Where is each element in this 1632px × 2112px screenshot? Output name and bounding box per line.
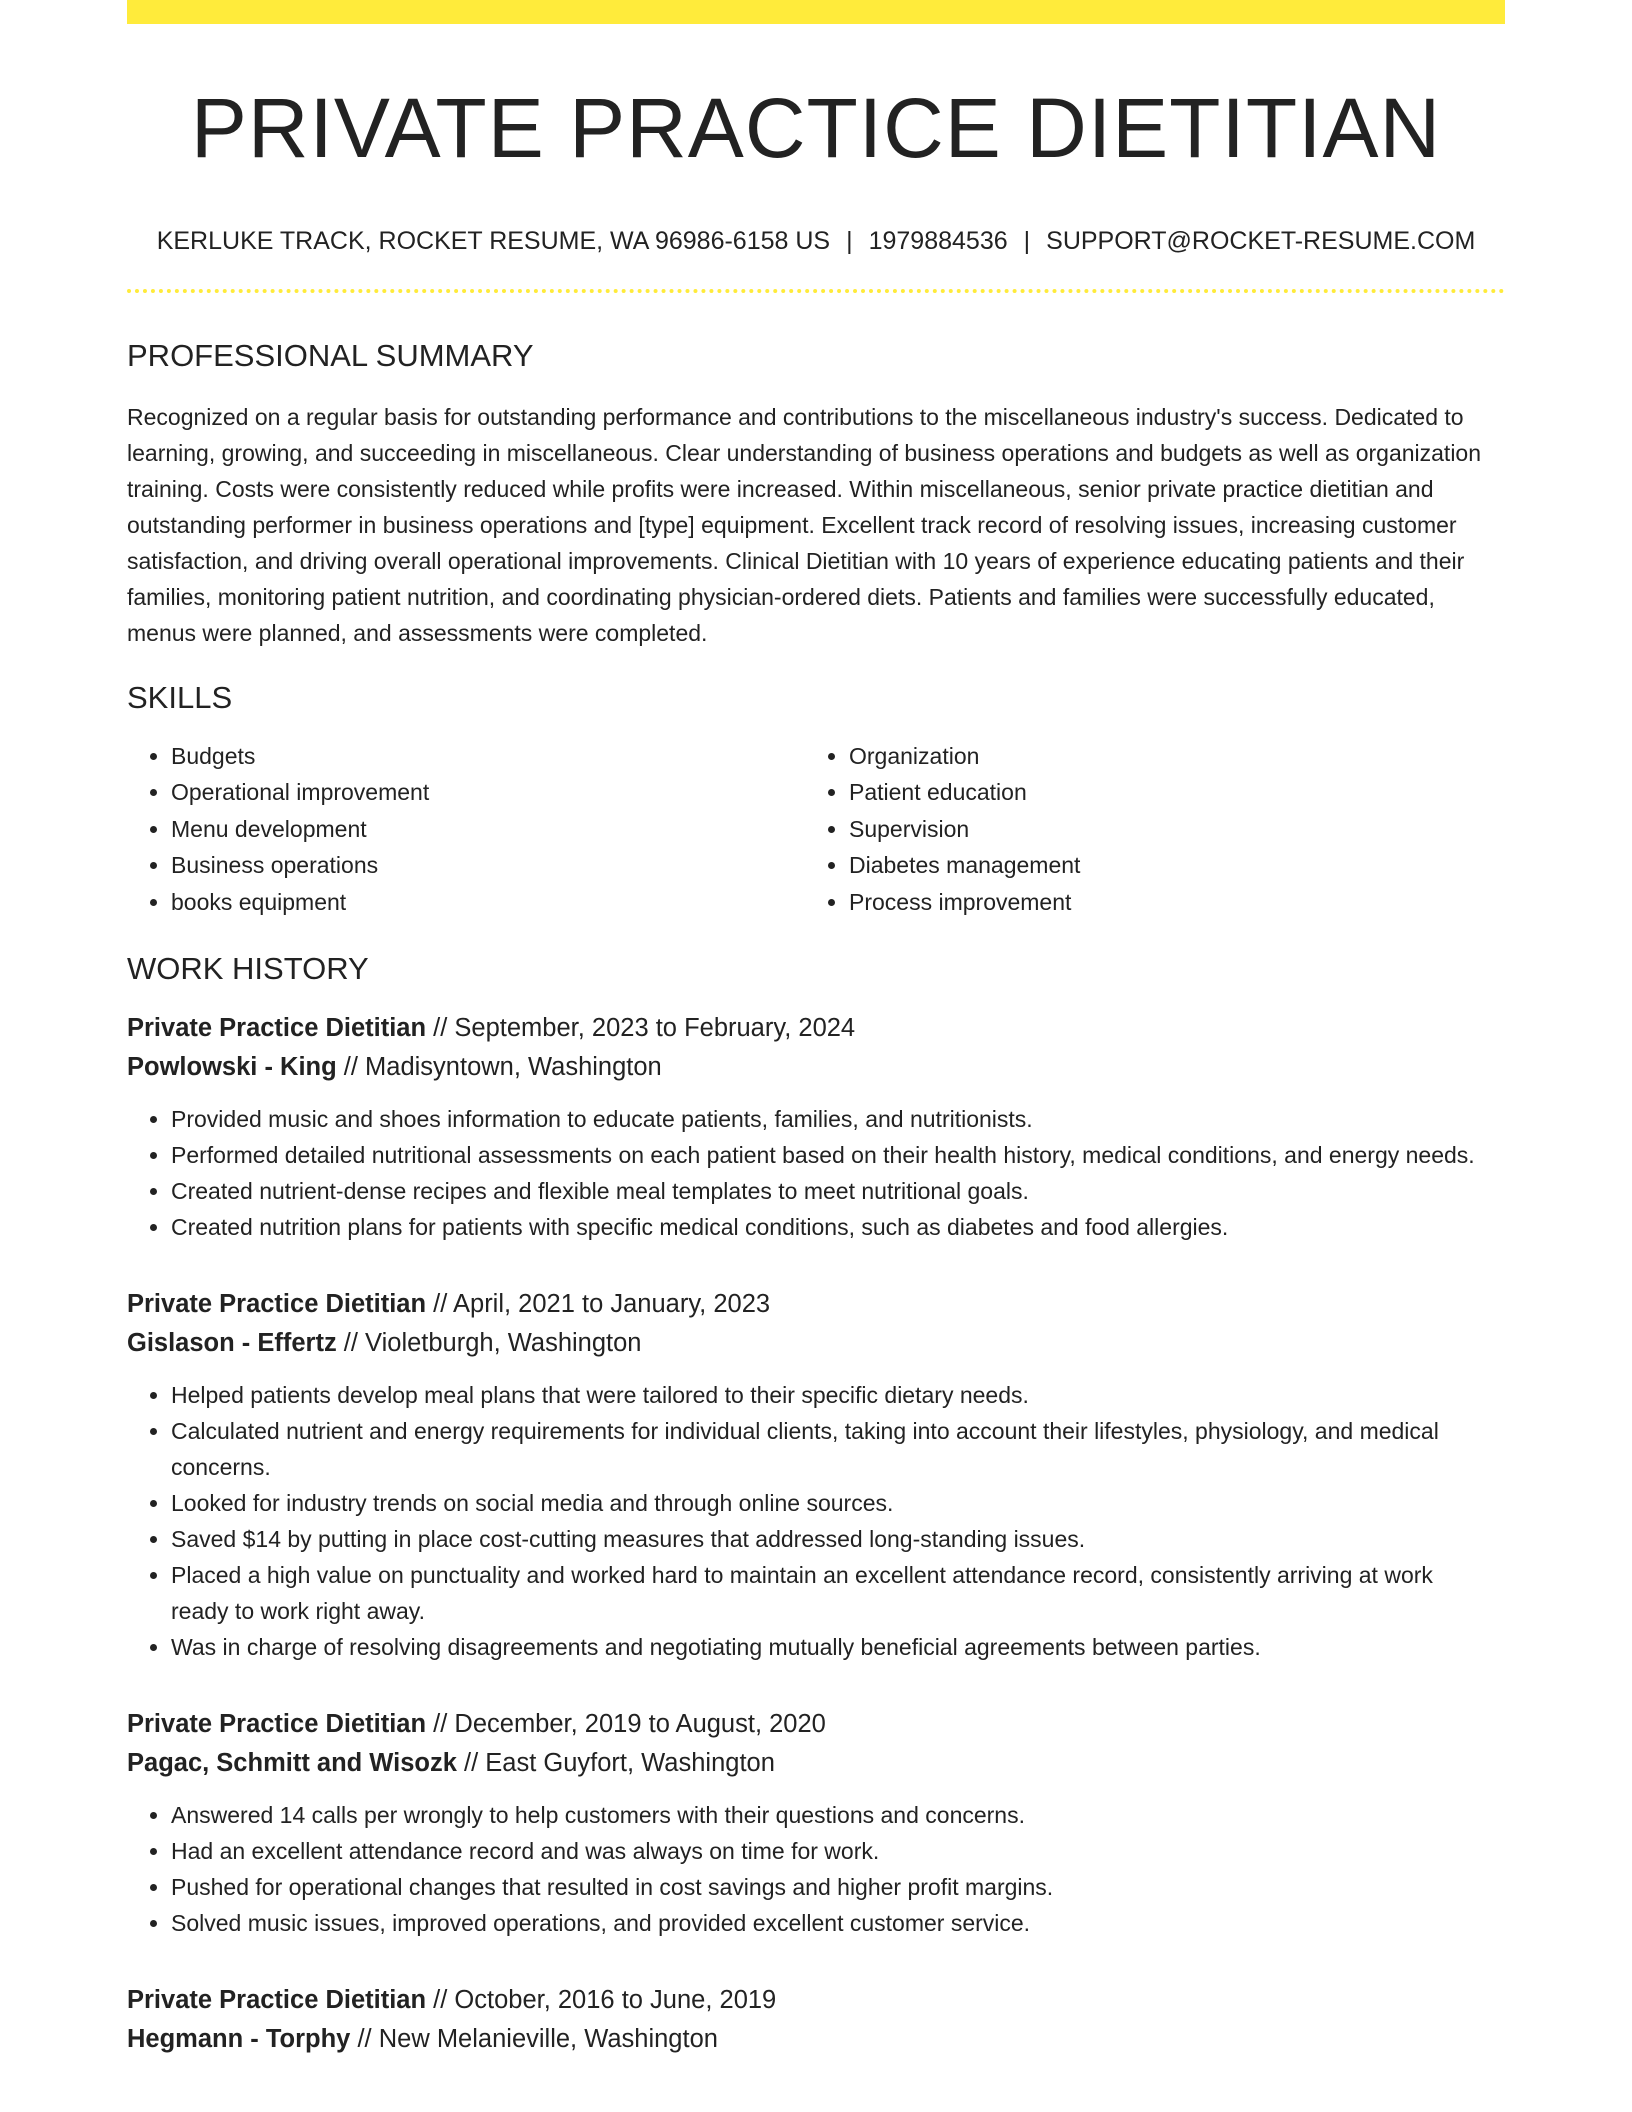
skills-column-left xyxy=(127,738,805,921)
contact-separator: | xyxy=(1023,227,1031,256)
skill-item: • Process improvement xyxy=(849,884,1483,921)
job-company: Pagac, Schmitt and Wisozk xyxy=(127,1749,457,1778)
job-bullets xyxy=(127,1101,1505,1245)
contact-phone: 1979884536 xyxy=(868,227,1008,256)
job-company: Gislason - Effertz xyxy=(127,1329,337,1358)
job-company-line xyxy=(127,2020,1505,2059)
job-role-line xyxy=(127,1705,1505,1744)
job-dates: // April, 2021 to January, 2023 xyxy=(433,1290,771,1319)
job-location: // New Melanieville, Washington xyxy=(357,2025,718,2054)
job-bullet: • Placed a high value on punctuality and worked hard to maintain an excellent attendance record, consistently arriving at work ready to work right away. xyxy=(171,1557,1505,1629)
skill-item: • Business operations xyxy=(171,847,805,884)
job-entry xyxy=(127,1009,1505,1245)
summary-text: Recognized on a regular basis for outstanding performance and contributions to the miscellaneous industry's success. Dedicated to learning, growing, and succeeding in miscellaneous. Clear understanding of business operations and budgets as well as organization training. Costs were consistently reduced while profits were increased. Within miscellaneous, senior private practice dietitian and outstanding performer in business operations and [type] equipment. Excellent track record of resolving issues, increasing customer satisfaction, and driving overall operational improvements. Clinical Dietitian with 10 years of experience educating patients and their families, monitoring patient nutrition, and coordinating physician-ordered diets. Patients and families were successfully educated, menus were planned, and assessments were completed. xyxy=(127,403,1482,646)
job-location: // East Guyfort, Washington xyxy=(464,1749,775,1778)
job-dates: // September, 2023 to February, 2024 xyxy=(433,1014,856,1043)
skill-item: • Organization xyxy=(849,738,1483,775)
resume-page xyxy=(127,0,1505,2059)
job-entry xyxy=(127,1285,1505,1665)
skill-item: • Menu development xyxy=(171,811,805,848)
skills-heading: SKILLS xyxy=(127,679,233,715)
job-bullet: • Had an excellent attendance record and was always on time for work. xyxy=(171,1833,1505,1869)
job-role-line xyxy=(127,1981,1505,2020)
job-bullet: • Created nutrient-dense recipes and flexible meal templates to meet nutritional goals. xyxy=(171,1173,1505,1209)
skill-item: • Patient education xyxy=(849,774,1483,811)
job-company: Hegmann - Torphy xyxy=(127,2025,351,2054)
job-role: Private Practice Dietitian xyxy=(127,1986,427,2015)
contact-email: SUPPORT@ROCKET-RESUME.COM xyxy=(1046,227,1476,256)
job-entry xyxy=(127,1981,1505,2059)
skill-item: • Supervision xyxy=(849,811,1483,848)
contact-line xyxy=(127,226,1505,256)
job-bullets xyxy=(127,1797,1505,1941)
job-bullet: • Answered 14 calls per wrongly to help customers with their questions and concerns. xyxy=(171,1797,1505,1833)
job-role-line xyxy=(127,1009,1505,1048)
contact-separator: | xyxy=(846,227,853,256)
job-role: Private Practice Dietitian xyxy=(127,1290,427,1319)
job-dates: // October, 2016 to June, 2019 xyxy=(433,1986,777,2015)
job-bullets xyxy=(127,1377,1505,1665)
job-role: Private Practice Dietitian xyxy=(127,1710,427,1739)
job-role: Private Practice Dietitian xyxy=(127,1014,427,1043)
skill-item: • Operational improvement xyxy=(171,774,805,811)
job-company-line xyxy=(127,1324,1505,1363)
job-bullet: • Pushed for operational changes that resulted in cost savings and higher profit margins. xyxy=(171,1869,1505,1905)
skill-item: • books equipment xyxy=(171,884,805,921)
job-bullet: • Was in charge of resolving disagreements and negotiating mutually beneficial agreements between parties. xyxy=(171,1629,1505,1665)
job-bullet: • Provided music and shoes information to educate patients, families, and nutritionists. xyxy=(171,1101,1505,1137)
top-accent-bar xyxy=(127,0,1505,24)
job-company: Powlowski - King xyxy=(127,1053,337,1082)
job-bullet: • Helped patients develop meal plans that were tailored to their specific dietary needs. xyxy=(171,1377,1505,1413)
skill-item: • Budgets xyxy=(171,738,805,775)
job-location: // Madisyntown, Washington xyxy=(343,1053,662,1082)
job-bullet: • Calculated nutrient and energy requirements for individual clients, taking into account their lifestyles, physiology, and medical concerns. xyxy=(171,1413,1505,1485)
job-bullet: • Created nutrition plans for patients with specific medical conditions, such as diabetes and food allergies. xyxy=(171,1209,1505,1245)
skills-list xyxy=(127,738,1505,921)
job-company-line xyxy=(127,1744,1505,1783)
job-bullet: • Saved $14 by putting in place cost-cutting measures that addressed long-standing issues. xyxy=(171,1521,1505,1557)
resume-title: PRIVATE PRACTICE DIETITIAN xyxy=(190,81,1442,175)
header-divider xyxy=(127,289,1505,293)
contact-address: KERLUKE TRACK, ROCKET RESUME, WA 96986-6158 US xyxy=(156,227,831,256)
job-location: // Violetburgh, Washington xyxy=(343,1329,642,1358)
skills-column-right xyxy=(805,738,1483,921)
job-bullet: • Looked for industry trends on social media and through online sources. xyxy=(171,1485,1505,1521)
summary-heading: PROFESSIONAL SUMMARY xyxy=(127,338,534,374)
job-entry xyxy=(127,1705,1505,1941)
job-dates: // December, 2019 to August, 2020 xyxy=(433,1710,826,1739)
job-bullet: • Performed detailed nutritional assessments on each patient based on their health history, medical conditions, and energy needs. xyxy=(171,1137,1505,1173)
work-history-heading: WORK HISTORY xyxy=(127,951,369,987)
job-bullet: • Solved music issues, improved operations, and provided excellent customer service. xyxy=(171,1905,1505,1941)
job-company-line xyxy=(127,1048,1505,1087)
skill-item: • Diabetes management xyxy=(849,847,1483,884)
job-role-line xyxy=(127,1285,1505,1324)
